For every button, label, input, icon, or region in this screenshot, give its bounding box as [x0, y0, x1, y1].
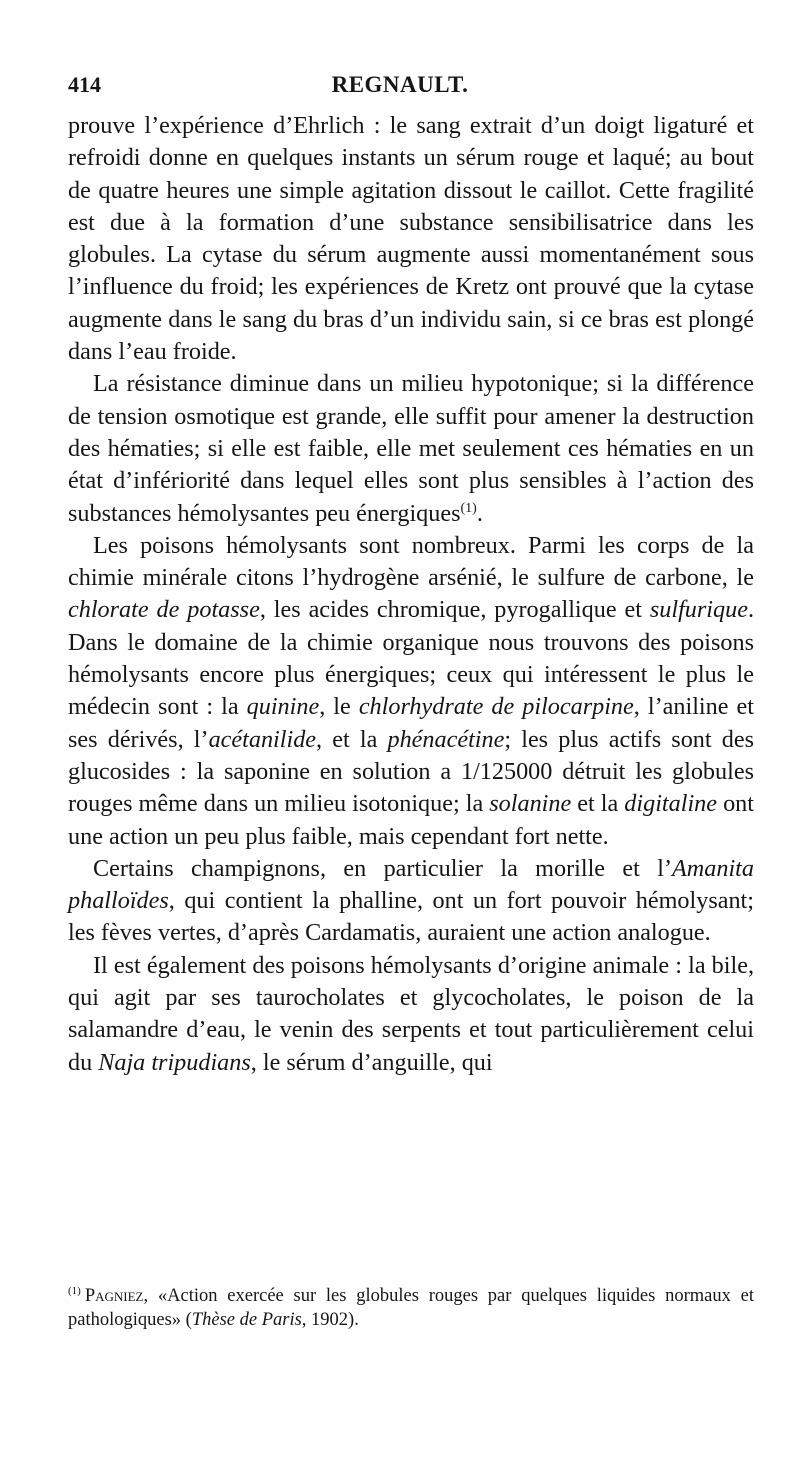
paragraph-3	[68, 530, 754, 853]
paragraph-text: . Dans le domaine de la chimie organique nous trouvons des poisons hémolysants encore plus énergiques; ceux qui intéressent le plus le médecin sont : la	[68, 596, 754, 721]
paragraph-text: prouve l’expérience d’Ehrlich : le sang extrait d’un doigt ligaturé et refroidi donne en quelques instants un sérum rouge et laqué; au bout de quatre heures une simple agitation dissout le caillot. Cette fragilité est due à la formation d’une substance sensibilisatrice dans les globules. La cytase du sérum augmente aussi momentanément sous l’influence du froid; les expériences de Kretz ont prouvé que la cytase augmente dans le sang du bras d’un individu sain, si ce bras est plongé dans l’eau froide.	[68, 112, 754, 366]
running-head: REGNAULT.	[331, 72, 469, 97]
italic-term: digitaline	[624, 790, 718, 818]
paragraph-text: , et la	[316, 725, 388, 753]
italic-term: phénacétine	[387, 725, 505, 753]
paragraph-text: , le sérum d’anguille, qui	[250, 1048, 493, 1076]
paragraph-2	[68, 368, 754, 529]
footnote-author: Pagniez	[84, 1286, 144, 1306]
paragraph-text: La résistance diminue dans un milieu hypotonique; si la différence de tension osmotique est grande, elle suffit pour amener la destruction des hématies; si elle est faible, elle met seulement ces hématies en un état d’infériorité dans lequel elles sont plus sensibles à l’action des substances hémolysantes peu énergiques	[68, 370, 754, 527]
footnote-mark: (1)	[68, 1284, 81, 1297]
italic-term: chlorhydrate de pilocarpine	[358, 693, 634, 721]
paragraph-text: Certains champignons, en particulier la morille et l’	[93, 854, 673, 882]
body-text	[68, 110, 754, 1079]
paragraph-text: , les acides chromique, pyrogallique et	[259, 596, 650, 624]
paragraph-text: , qui contient la phalline, ont un fort pouvoir hémolysant; les fèves vertes, d’après Cardamatis, auraient une action analogue.	[68, 887, 754, 947]
italic-term: Amanita phalloïdes	[68, 854, 754, 915]
paragraph-text: ; les plus actifs sont des glucosides : la saponine en solution a 1/125000 détruit les globules rouges même dans un milieu isotonique; la	[68, 725, 754, 818]
italic-term: acétanilide	[208, 725, 317, 753]
footnote-reference: (1)	[460, 500, 477, 516]
italic-term: solanine	[489, 790, 572, 818]
footnote-italic: Thèse de Paris	[191, 1310, 302, 1330]
paragraph-5	[68, 950, 754, 1079]
paragraph-text: , le	[319, 693, 359, 721]
paragraph-4	[68, 853, 754, 950]
footnote-text: , «Action exercée sur les globules rouges par quelques liquides normaux et pathologiques» (	[68, 1286, 754, 1330]
footnote	[68, 1284, 754, 1332]
italic-term: sulfurique	[649, 596, 748, 624]
italic-term: chlorate de potasse	[68, 596, 260, 624]
paragraph-text: ont une action un peu plus faible, mais cependant fort nette.	[68, 790, 754, 850]
footnote-text: , 1902).	[301, 1310, 359, 1330]
paragraph-text: Il est également des poisons hémolysants d’origine animale : la bile, qui agit par ses taurocholates et glycocholates, le poison de la salamandre d’eau, le venin des serpents et tout particulièrement celui du	[68, 951, 754, 1076]
paragraph-text: .	[476, 499, 483, 527]
italic-term: Naja tripudians	[98, 1048, 251, 1076]
italic-term: quinine	[246, 693, 320, 721]
page-header	[68, 60, 732, 100]
page-number: 414	[68, 72, 101, 97]
paragraph-text: , l’aniline et ses dérivés, l’	[68, 693, 754, 753]
paragraph-1	[68, 110, 754, 368]
paragraph-text: et la	[571, 790, 625, 818]
paragraph-text: Les poisons hémolysants sont nombreux. Parmi les corps de la chimie minérale citons l’hydrogène arsénié, le sulfure de carbone, le	[68, 531, 754, 592]
